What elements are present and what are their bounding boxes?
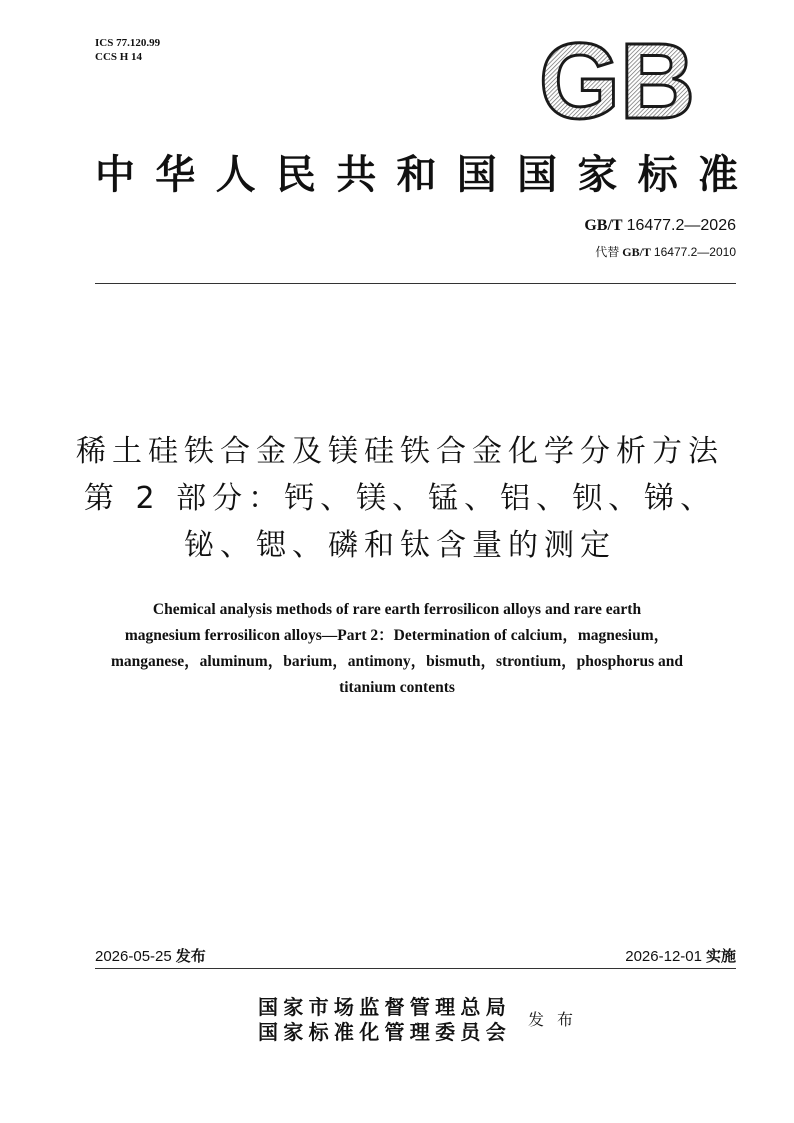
title-english-line: titanium contents xyxy=(339,679,455,696)
implement-date-label: 实施 xyxy=(705,947,736,965)
gb-logo-text: GB xyxy=(539,38,695,124)
issuing-authorities xyxy=(258,995,511,1045)
footer-divider xyxy=(95,968,736,969)
replaces-note xyxy=(595,244,736,260)
gb-logo xyxy=(536,38,700,124)
replaces-prefix: GB/T xyxy=(622,245,651,259)
implement-date xyxy=(625,946,736,967)
standard-type-heading: 中华人民共和国国家标准 xyxy=(95,152,738,198)
title-chinese xyxy=(0,428,794,569)
classification-codes xyxy=(95,36,160,64)
standard-number-value: 16477.2—2026 xyxy=(626,217,736,234)
title-english-line: Chemical analysis methods of rare earth ferrosilicon alloys and rare earth xyxy=(152,601,642,618)
publish-date xyxy=(95,946,206,967)
replaces-number: 16477.2—2010 xyxy=(653,245,736,259)
header-divider xyxy=(95,283,736,284)
standard-number xyxy=(584,216,736,236)
publish-date-value: 2026-05-25 xyxy=(95,948,172,965)
publish-date-label: 发布 xyxy=(175,947,206,965)
issuer-name: 国家市场监督管理总局 xyxy=(258,995,511,1019)
issuer-name: 国家标准化管理委员会 xyxy=(258,1020,511,1044)
standard-number-prefix: GB/T xyxy=(584,217,623,234)
title-english xyxy=(0,597,794,701)
implement-date-value: 2026-12-01 xyxy=(625,948,702,965)
title-english-line: manganese，aluminum，barium，antimony，bismuth，strontium，phosphorus and xyxy=(110,653,684,670)
ccs-code: CCS H 14 xyxy=(95,51,143,63)
title-english-line: magnesium ferrosilicon alloys—Part 2：Determination of calcium，magnesium， xyxy=(124,627,670,644)
title-chinese-line: 铋、锶、磷和钛含量的测定 xyxy=(184,528,616,563)
title-chinese-line: 第 2 部分：钙、镁、锰、铝、钡、锑、 xyxy=(83,481,717,516)
ics-code: ICS 77.120.99 xyxy=(95,37,161,49)
title-chinese-line: 稀土硅铁合金及镁硅铁合金化学分析方法 xyxy=(76,434,724,469)
issue-action: 发布 xyxy=(528,1010,587,1029)
replaces-label: 代替 xyxy=(595,245,620,259)
